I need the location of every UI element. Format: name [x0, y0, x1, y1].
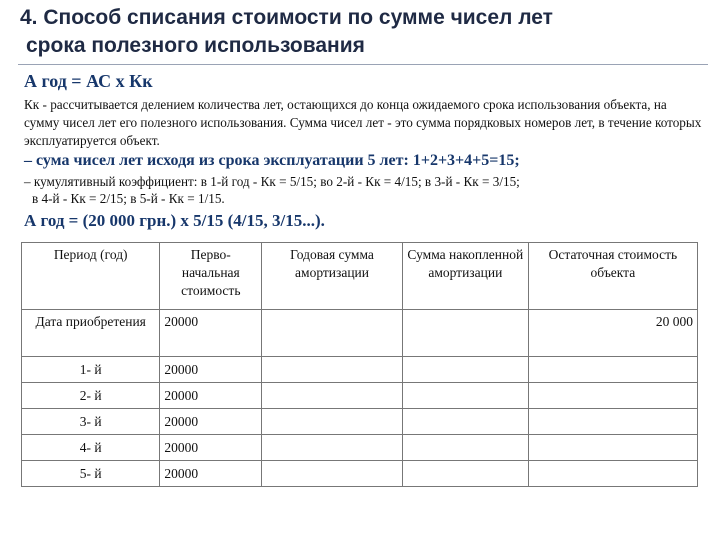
cell-residual [528, 409, 697, 435]
cell-annual [262, 461, 403, 487]
cell-period: 5- й [22, 461, 160, 487]
cell-accumulated [402, 435, 528, 461]
kk-description: Кк - рассчитывается делением количества лет, остающихся до конца ожидаемого срока использования объекта, на сумму чисел лет его полезного использования. Сумма чисел лет - это сумма порядковых номеров лет, в течение которых эксплуатируется объект. [24, 97, 702, 148]
cell-period: 3- й [22, 409, 160, 435]
page-title [20, 4, 710, 60]
table-row [22, 409, 698, 435]
header-residual-value: Остаточная стоимость объекта [528, 243, 697, 310]
header-annual-depreciation: Годовая сумма амортизации [262, 243, 403, 310]
example-formula: А год = (20 000 грн.) х 5/15 (4/15, 3/15...). [24, 211, 325, 230]
cell-annual [262, 409, 403, 435]
title-divider [18, 64, 708, 65]
cell-annual [262, 310, 403, 357]
header-period: Период (год) [22, 243, 160, 310]
table-row [22, 461, 698, 487]
cell-initial: 20000 [160, 435, 262, 461]
cell-initial: 20000 [160, 310, 262, 357]
cell-period: 1- й [22, 357, 160, 383]
cell-initial: 20000 [160, 409, 262, 435]
cell-initial: 20000 [160, 461, 262, 487]
kk-line-2: в 4-й - Кк = 2/15; в 5-й - Кк = 1/15. [32, 191, 225, 206]
cell-residual [528, 461, 697, 487]
header-initial-cost: Перво-начальная стоимость [160, 243, 262, 310]
cell-annual [262, 383, 403, 409]
table-row [22, 310, 698, 357]
kk-line-1: – кумулятивный коэффициент: в 1-й год - Кк = 5/15; во 2-й - Кк = 4/15; в 3-й - Кк = 3/15; [24, 174, 520, 189]
cell-period: 2- й [22, 383, 160, 409]
cell-accumulated [402, 461, 528, 487]
table-row [22, 435, 698, 461]
title-line-1: 4. Способ списания стоимости по сумме чисел лет [20, 6, 553, 29]
cell-accumulated [402, 357, 528, 383]
cell-accumulated [402, 409, 528, 435]
title-line-2: срока полезного использования [26, 34, 365, 57]
cell-residual [528, 357, 697, 383]
depreciation-table [21, 242, 698, 487]
cell-period: 4- й [22, 435, 160, 461]
table-row [22, 357, 698, 383]
sum-of-years-line: – сума чисел лет исходя из срока эксплуатации 5 лет: 1+2+3+4+5=15; [24, 152, 520, 169]
cell-residual [528, 435, 697, 461]
cell-accumulated [402, 310, 528, 357]
table-header-row [22, 243, 698, 310]
header-accumulated-depreciation: Сумма накопленной амортизации [402, 243, 528, 310]
cell-initial: 20000 [160, 357, 262, 383]
cell-residual [528, 383, 697, 409]
table-row [22, 383, 698, 409]
cell-annual [262, 435, 403, 461]
cell-initial: 20000 [160, 383, 262, 409]
cell-annual [262, 357, 403, 383]
cell-residual: 20 000 [528, 310, 697, 357]
cell-period: Дата приобретения [22, 310, 160, 357]
cumulative-coefficient [24, 173, 714, 207]
main-formula: А год = АС х Кк [24, 71, 153, 91]
cell-accumulated [402, 383, 528, 409]
